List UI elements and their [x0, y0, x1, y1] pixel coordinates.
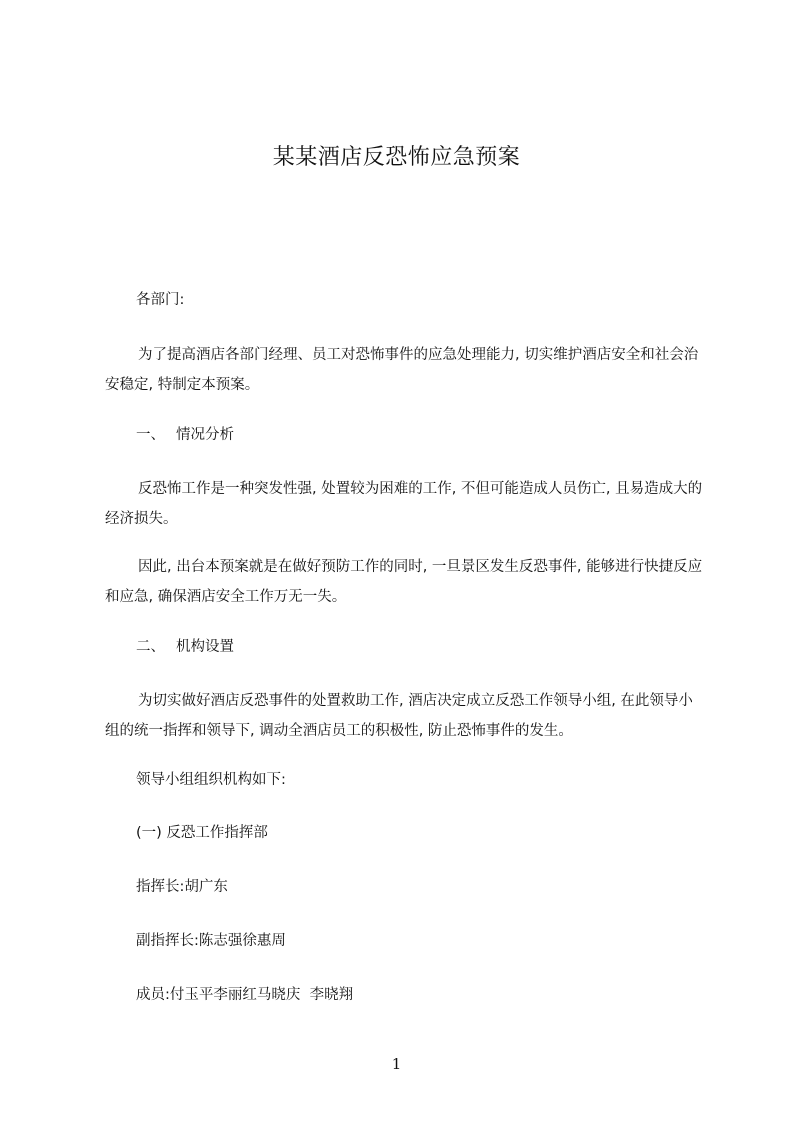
section-heading-2	[136, 632, 234, 662]
section-heading-1	[136, 420, 234, 450]
analysis-paragraph-1: 反恐怖工作是一种突发性强, 处置较为困难的工作, 不但可能造成人员伤亡, 且易造成大的经济损失。	[105, 481, 703, 527]
section-number: 一、	[136, 427, 165, 443]
salutation: 各部门:	[136, 292, 185, 308]
deputy-commander-line: 副指挥长:陈志强徐惠周	[136, 933, 286, 949]
document-title: 某某酒店反恐怖应急预案	[272, 145, 521, 170]
members-line: 成员:付玉平李丽红马晓庆 李晓翔	[136, 987, 354, 1003]
section-title: 机构设置	[176, 639, 234, 655]
section-number: 二、	[136, 639, 165, 655]
page-number: 1	[391, 1055, 402, 1073]
commander-line: 指挥长:胡广东	[136, 879, 228, 895]
section-title: 情况分析	[176, 427, 234, 443]
subsection-heading: (一) 反恐工作指挥部	[136, 825, 268, 841]
analysis-paragraph-2: 因此, 出台本预案就是在做好预防工作的同时, 一旦景区发生反恐事件, 能够进行快捷反应和应急, 确保酒店安全工作万无一失。	[105, 559, 703, 605]
intro-paragraph: 为了提高酒店各部门经理、员工对恐怖事件的应急处理能力, 切实维护酒店安全和社会治安稳定, 特制定本预案。	[105, 347, 699, 393]
org-intro: 领导小组组织机构如下:	[136, 772, 286, 788]
org-paragraph: 为切实做好酒店反恐事件的处置救助工作, 酒店决定成立反恐工作领导小组, 在此领导小组的统一指挥和领导下, 调动全酒店员工的积极性, 防止恐怖事件的发生。	[105, 693, 693, 739]
